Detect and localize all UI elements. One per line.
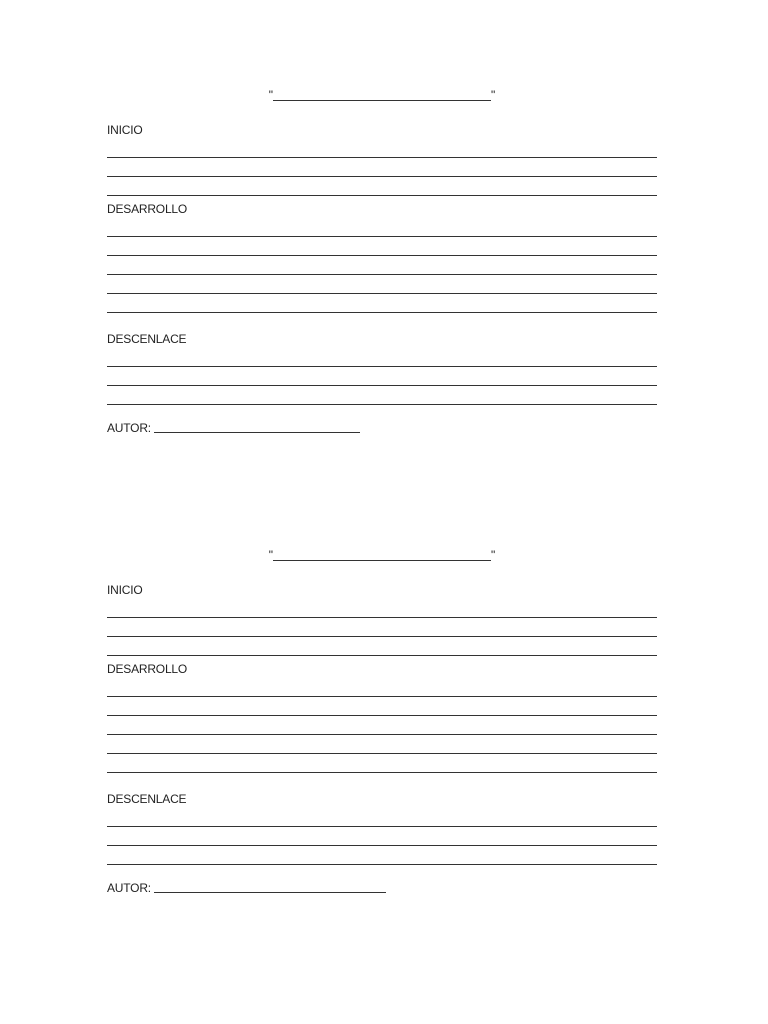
story-form-1: [107, 88, 657, 435]
title-open-quote: ": [268, 548, 273, 562]
writing-line[interactable]: [107, 404, 657, 405]
inicio-writing-lines: [107, 137, 657, 196]
title-close-quote: ": [491, 548, 496, 562]
section-label-inicio: INICIO: [107, 583, 143, 597]
descenlace-writing-lines: [107, 806, 657, 865]
autor-row: [107, 421, 657, 435]
title-open-quote: ": [268, 88, 273, 102]
autor-blank-field[interactable]: [154, 881, 386, 893]
section-label-inicio: INICIO: [107, 123, 143, 137]
writing-line[interactable]: [107, 312, 657, 313]
section-label-descenlace: DESCENLACE: [107, 792, 187, 806]
writing-line[interactable]: [107, 772, 657, 773]
title-blank-field[interactable]: [273, 548, 491, 561]
writing-line[interactable]: [107, 655, 657, 656]
descenlace-writing-lines: [107, 346, 657, 405]
story-title-line: [107, 88, 657, 108]
autor-label: AUTOR:: [107, 421, 151, 435]
writing-line[interactable]: [107, 864, 657, 865]
autor-row: [107, 881, 657, 895]
inicio-writing-lines: [107, 597, 657, 656]
story-form-2: [107, 548, 657, 895]
autor-blank-field[interactable]: [154, 421, 360, 433]
autor-label: AUTOR:: [107, 881, 151, 895]
desarrollo-writing-lines: [107, 676, 657, 773]
section-label-desarrollo: DESARROLLO: [107, 202, 188, 216]
story-title-line: [107, 548, 657, 568]
desarrollo-writing-lines: [107, 216, 657, 313]
writing-line[interactable]: [107, 195, 657, 196]
title-close-quote: ": [491, 88, 496, 102]
section-label-desarrollo: DESARROLLO: [107, 662, 188, 676]
title-blank-field[interactable]: [273, 88, 491, 101]
section-label-descenlace: DESCENLACE: [107, 332, 187, 346]
